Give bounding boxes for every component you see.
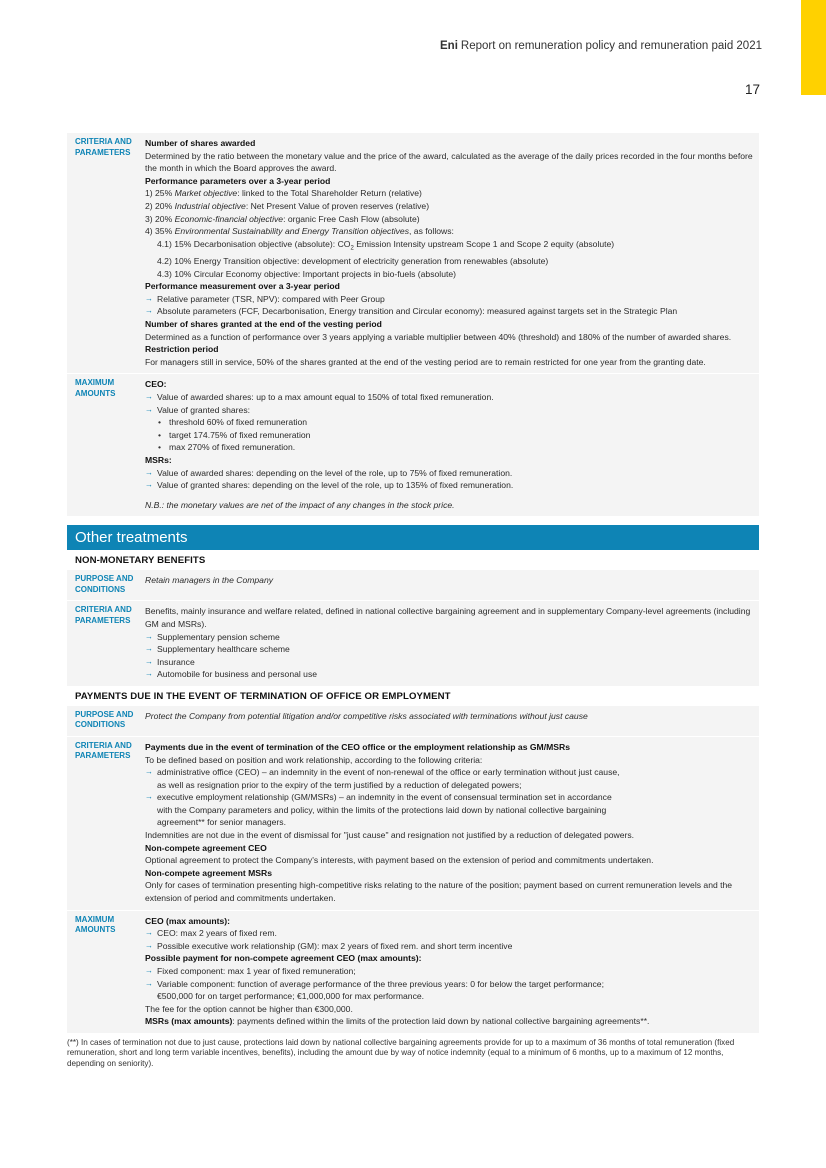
- non-monetary-table: [67, 570, 759, 686]
- list-item: 2) 20% Industrial objective: Net Present Value of proven reserves (relative): [145, 200, 430, 211]
- arrow-list-item: → Fixed component: max 1 year of fixed remuneration;: [145, 965, 753, 978]
- lti-criteria-row: [67, 133, 759, 374]
- row-label: CRITERIA AND PARAMETERS: [75, 740, 132, 761]
- arrow-list-item: → Automobile for business and personal use: [145, 668, 753, 681]
- arrow-list-item: → administrative office (CEO) – an indemnity in the event of non-renewal of the office or early termination without just cause,: [145, 766, 753, 779]
- continuation-line: €500,000 for on target performance; €1,000,000 for max performance.: [157, 991, 425, 1002]
- subheading: CEO:: [145, 379, 167, 390]
- row-label: MAXIMUM AMOUNTS: [75, 378, 116, 398]
- row-body: [145, 710, 759, 731]
- list-item: 3) 20% Economic-financial objective: organic Free Cash Flow (absolute): [145, 213, 420, 224]
- subheading: Restriction period: [145, 344, 219, 355]
- paragraph: Determined as a function of performance over 3 years applying a variable multiplier between 40% (threshold) and 180% of the number of awarded shares.: [145, 331, 732, 342]
- row-label: MAXIMUM AMOUNTS: [75, 914, 116, 935]
- continuation-line: with the Company parameters and policy, within the limits of the protections laid down by national collective bargaining: [157, 804, 607, 815]
- bullet-item: • target 174.75% of fixed remuneration: [145, 429, 753, 442]
- non-monetary-heading: NON-MONETARY BENEFITS: [75, 555, 206, 567]
- list-item: 4.2) 10% Energy Transition objective: development of electricity generation from renewables (absolute): [157, 256, 549, 267]
- arrow-list-item: → Absolute parameters (FCF, Decarbonisation, Energy transition and Circular economy): measured against targets set in the Strategic Plan: [145, 305, 753, 318]
- paragraph: Retain managers in the Company: [145, 575, 274, 586]
- arrow-list-item: → Supplementary pension scheme: [145, 631, 753, 644]
- subheading: Performance measurement over a 3-year period: [145, 281, 340, 292]
- purpose-row: [67, 570, 759, 601]
- yellow-corner-tab: [801, 0, 826, 95]
- paragraph: The fee for the option cannot be higher than €300,000.: [145, 1003, 353, 1014]
- list-item: 4.3) 10% Circular Economy objective: Important projects in bio-fuels (absolute): [157, 268, 457, 279]
- row-body: [145, 574, 759, 595]
- page-content: [67, 133, 759, 1069]
- page-number: 17: [744, 82, 760, 97]
- arrow-list-item: → Value of granted shares:: [145, 404, 753, 417]
- arrow-list-item: → Value of awarded shares: depending on the level of the role, up to 75% of fixed remuneration.: [145, 467, 753, 480]
- subheading: Number of shares granted at the end of the vesting period: [145, 319, 382, 330]
- paragraph: Indemnities are not due in the event of dismissal for "just cause" and resignation not justified by a reduction of delegated powers.: [145, 830, 635, 841]
- page-header: [440, 40, 762, 52]
- subheading: Possible payment for non-compete agreement CEO (max amounts):: [145, 953, 422, 964]
- paragraph: Protect the Company from potential litigation and/or competitive risks associated with terminations without just cause: [145, 710, 588, 721]
- row-label: CRITERIA AND PARAMETERS: [75, 137, 132, 157]
- row-body: [145, 605, 759, 681]
- list-item: 4) 35% Environmental Sustainability and Energy Transition objectives, as follows:: [145, 226, 454, 237]
- continuation-line: agreement** for senior managers.: [157, 817, 286, 828]
- paragraph: For managers still in service, 50% of the shares granted at the end of the vesting period are to remain restricted for one year from the granting date.: [145, 356, 706, 367]
- criteria-row: [67, 737, 759, 911]
- maximum-row: [67, 911, 759, 1033]
- row-label: PURPOSE AND CONDITIONS: [75, 574, 134, 594]
- subheading: Non-compete agreement CEO: [145, 842, 267, 853]
- row-label: CRITERIA AND PARAMETERS: [75, 605, 132, 625]
- continuation-line: as well as resignation prior to the expiry of the term justified by a reduction of delegated powers;: [157, 779, 522, 790]
- paragraph: Determined by the ratio between the monetary value and the price of the award, calculated as the average of the daily prices recorded in the four months before the month in which the Board approves the award.: [145, 150, 753, 174]
- report-title: Report on remuneration policy and remuneration paid 2021: [460, 40, 762, 52]
- row-body: [145, 915, 759, 1028]
- arrow-list-item: → Relative parameter (TSR, NPV): compared with Peer Group: [145, 293, 753, 306]
- note: N.B.: the monetary values are net of the impact of any changes in the stock price.: [145, 499, 455, 510]
- paragraph: To be defined based on position and work relationship, according to the following criteria:: [145, 754, 483, 765]
- row-label: PURPOSE AND CONDITIONS: [75, 709, 134, 730]
- subheading: MSRs:: [145, 454, 172, 465]
- footnote: (**) In cases of termination not due to just cause, protections laid down by national collective bargaining agreements provide for up to a maximum of 36 months of total remuneration (fixed remuneration, short and long term variable incentives, benefits), including the amount due by way of notice indemnity (equal to a minimum of 6 months, up to a maximum of 12 months, depending on seniority).: [67, 1037, 735, 1068]
- section-title-bar: Other treatments: [67, 525, 759, 550]
- arrow-list-item: → Supplementary healthcare scheme: [145, 643, 753, 656]
- paragraph: Benefits, mainly insurance and welfare related, defined in national collective bargaining agreement and in supplementary Company-level agreements (including GM and MSRs).: [145, 606, 751, 629]
- lti-maximum-row: [67, 374, 759, 516]
- row-body: [145, 741, 759, 905]
- paragraph: Only for cases of termination presenting high-competitive risks relating to the nature of the position; payment based on current remuneration levels and the extension of period and commitments undertaken.: [145, 880, 733, 904]
- subheading: Number of shares awarded: [145, 138, 256, 148]
- list-item: 4.1) 15% Decarbonisation objective (absolute): $CO_2$ Emission Intensity upstream Scope 1 and Scope 2 equity (absolute): [157, 238, 615, 252]
- list-item: 1) 25% Market objective: linked to the Total Shareholder Return (relative): [145, 188, 422, 199]
- subheading: Performance parameters over a 3-year period: [145, 175, 331, 186]
- row-body: [145, 137, 759, 368]
- subheading: CEO (max amounts):: [145, 915, 230, 926]
- arrow-list-item: → Value of awarded shares: up to a max amount equal to 150% of total fixed remuneration.: [145, 391, 753, 404]
- paragraph: MSRs (max amounts): payments defined within the limits of the protection laid down by national collective bargaining agreements**.: [145, 1016, 650, 1027]
- arrow-list-item: → Value of granted shares: depending on the level of the role, up to 135% of fixed remuneration.: [145, 479, 753, 492]
- criteria-row: [67, 601, 759, 686]
- lti-table: [67, 133, 759, 516]
- brand-name: Eni: [440, 40, 458, 52]
- termination-heading: PAYMENTS DUE IN THE EVENT OF TERMINATION OF OFFICE OR EMPLOYMENT: [75, 690, 451, 702]
- subheading: Non-compete agreement MSRs: [145, 867, 273, 878]
- row-body: [145, 378, 759, 511]
- purpose-row: [67, 706, 759, 737]
- arrow-list-item: → Possible executive work relationship (GM): max 2 years of fixed rem. and short term incentive: [145, 940, 753, 953]
- arrow-list-item: → Variable component: function of average performance of the three previous years: 0 for below the target performance;: [145, 978, 753, 991]
- termination-table: [67, 706, 759, 1033]
- arrow-list-item: → Insurance: [145, 656, 753, 669]
- paragraph: Optional agreement to protect the Company's interests, with payment based on the extension of period and commitments undertaken.: [145, 855, 654, 866]
- arrow-list-item: → executive employment relationship (GM/MSRs) – an indemnity in the event of consensual termination set in accordance: [145, 791, 753, 804]
- subheading: Payments due in the event of termination of the CEO office or the employment relationship as GM/MSRs: [145, 741, 570, 752]
- bullet-item: • max 270% of fixed remuneration.: [145, 441, 753, 454]
- bullet-item: • threshold 60% of fixed remuneration: [145, 416, 753, 429]
- arrow-list-item: → CEO: max 2 years of fixed rem.: [145, 927, 753, 940]
